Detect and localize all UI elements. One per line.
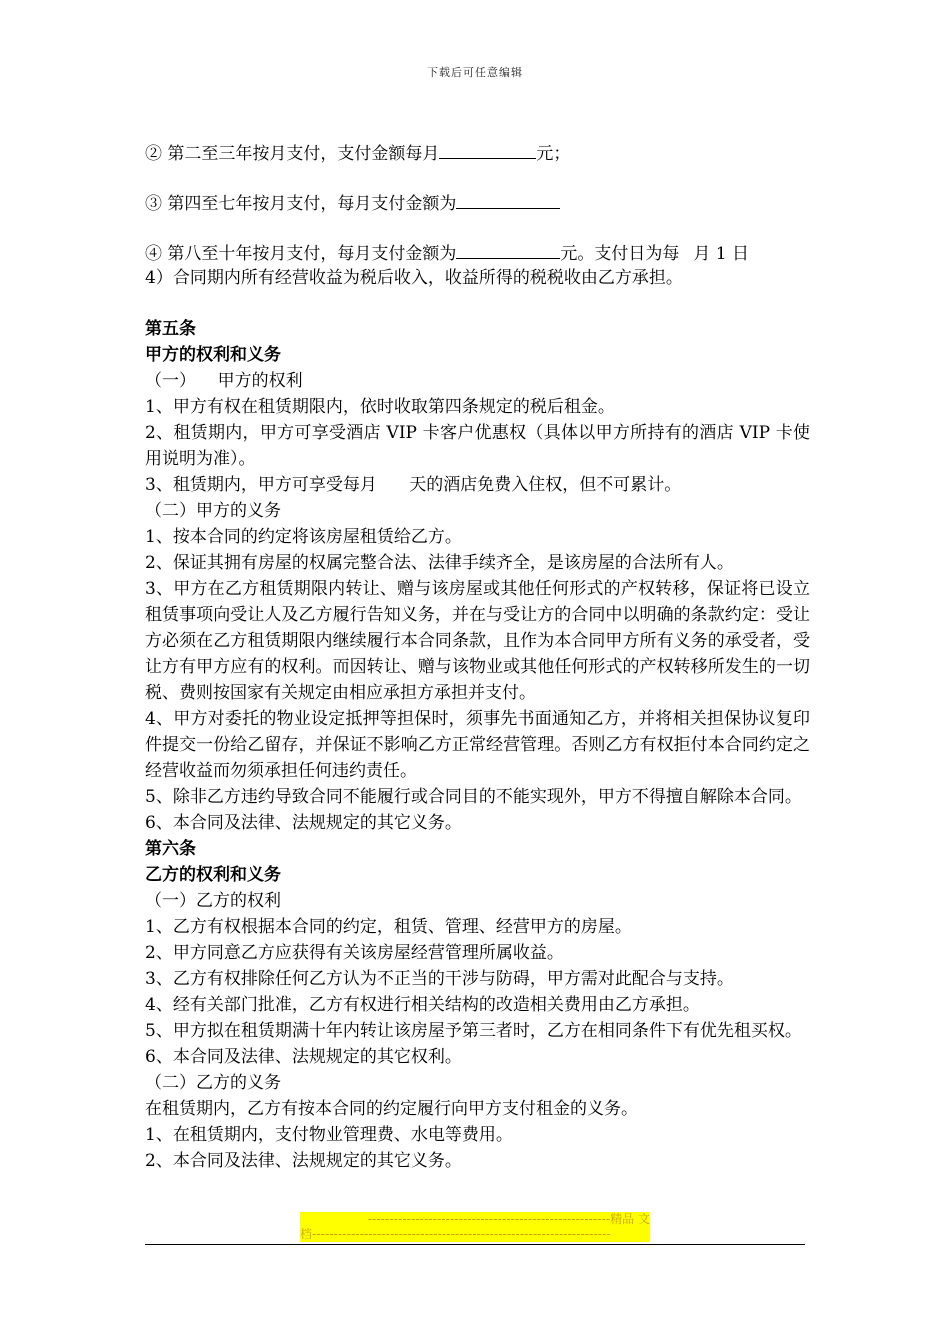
payment-clause-3 [145,190,810,217]
payment-clause-4 [145,240,810,267]
payment-day: 月 1 日 [693,244,750,264]
payment-clause-3-text: ③ 第四至七年按月支付，每月支付金额为 [145,194,457,214]
payment-clause-2-text: ② 第二至三年按月支付，支付金额每月 [145,144,440,164]
list-item: 2、甲方同意乙方应获得有关该房屋经营管理所属收益。 [145,943,564,963]
list-item: 1、按本合同的约定将该房屋租赁给乙方。 [145,527,462,547]
section-heading: （二）甲方的义务 [145,501,281,521]
list-item: 1、甲方有权在租赁期限内，依时收取第四条规定的税后租金。 [145,397,615,417]
section-heading: （一） 甲方的权利 [145,371,303,391]
list-item: 3、甲方在乙方租赁期限内转让、赠与该房屋或其他任何形式的产权转移，保证将已设立租赁事项向受让人及乙方履行告知义务，并在与受让方的合同中以明确的条款约定：受让方必须在乙方租赁期限内继续履行本合同条款，且作为本合同甲方所有义务的承受者，受让方有甲方应有的权利。而因转让、赠与该物业或其他任何形式的产权转移所发生的一切税、费则按国家有关规定由相应承担方承担并支付。 [145,579,810,703]
tax-clause: 4）合同期内所有经营收益为税后收入，收益所得的税税收由乙方承担。 [145,268,683,288]
footer-watermark [300,1212,650,1242]
list-item: 1、在租赁期内，支付物业管理费、水电等费用。 [145,1125,513,1145]
section-heading: （二）乙方的义务 [145,1073,281,1093]
paragraph: 在租赁期内，乙方有按本合同的约定履行向甲方支付租金的义务。 [145,1099,638,1119]
list-item: 6、本合同及法律、法规规定的其它权利。 [145,1047,462,1067]
list-item: 1、乙方有权根据本合同的约定，租赁、管理、经营甲方的房屋。 [145,917,632,937]
payment-clause-4-text: ④ 第八至十年按月支付，每月支付金额为 [145,244,457,264]
list-item: 2、保证其拥有房屋的权属完整合法、法律手续齐全，是该房屋的合法所有人。 [145,553,734,573]
section-heading: （一）乙方的权利 [145,891,281,911]
list-item: 3、乙方有权排除任何乙方认为不正当的干涉与防碍，甲方需对此配合与支持。 [145,969,734,989]
footer-line: --------------------------------------------------------精品 文 [367,1212,650,1226]
list-item: 2、本合同及法律、法规规定的其它义务。 [145,1151,462,1171]
payment-clause-2-suffix: 元； [536,144,571,164]
footer-divider [145,1244,805,1245]
list-item: 5、甲方拟在租赁期满十年内转让该房屋予第三者时，乙方在相同条件下有优先租买权。 [145,1021,802,1041]
blank-line [456,240,560,259]
payment-clause-4-suffix: 元。支付日为每 [560,244,680,264]
blank-line [456,190,560,209]
article-subtitle: 乙方的权利和义务 [145,865,281,885]
article-5 [145,316,810,1174]
list-item: 2、租赁期内，甲方可享受酒店 VIP 卡客户优惠权（具体以甲方所持有的酒店 VIP 卡使用说明为准）。 [145,423,810,469]
blank-line [439,140,536,159]
article-subtitle: 甲方的权利和义务 [145,345,281,365]
list-item: 3、租赁期内，甲方可享受每月 天的酒店免费入住权，但不可累计。 [145,475,682,495]
payment-clause-2 [145,140,810,167]
footer-line: 档--------------------------------------------------------------------- [300,1227,611,1241]
article-title: 第五条 [145,319,196,339]
article-title: 第六条 [145,839,196,859]
page-header: 下载后可任意编辑 [427,66,523,79]
list-item: 6、本合同及法律、法规规定的其它义务。 [145,813,462,833]
list-item: 4、经有关部门批准，乙方有权进行相关结构的改造相关费用由乙方承担。 [145,995,700,1015]
list-item: 5、除非乙方违约导致合同不能履行或合同目的不能实现外，甲方不得擅自解除本合同。 [145,787,802,807]
list-item: 4、甲方对委托的物业设定抵押等担保时，须事先书面通知乙方，并将相关担保协议复印件提交一份给乙留存，并保证不影响乙方正常经营管理。否则乙方有权拒付本合同约定之经营收益而勿须承担任何违约责任。 [145,709,810,781]
